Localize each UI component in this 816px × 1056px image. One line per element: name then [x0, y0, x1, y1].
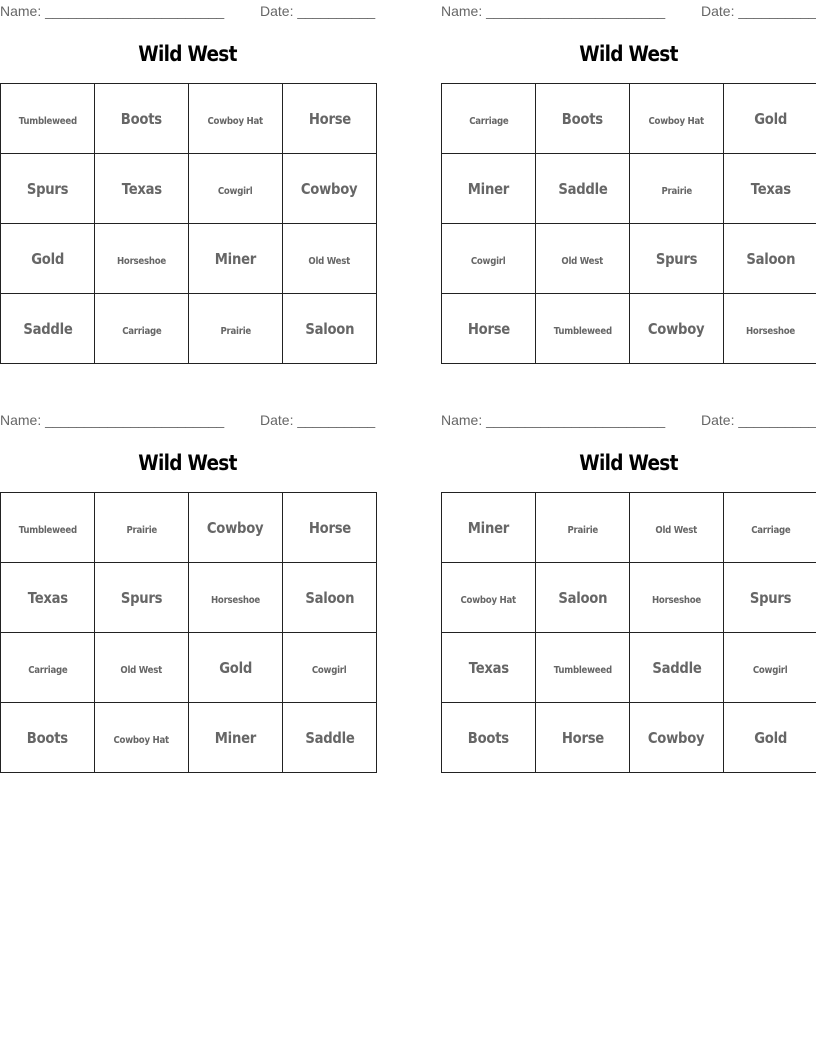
cell-label: Cowgirl [312, 665, 347, 676]
cell-label: Old West [308, 256, 351, 267]
cell-label: Cowgirl [753, 665, 788, 676]
bingo-cell[interactable] [724, 493, 816, 563]
cell-label: Cowboy Hat [460, 595, 517, 606]
cell-label: Old West [655, 525, 698, 536]
cell-label: Saddle [22, 320, 73, 338]
cell-label: Saddle [557, 180, 608, 198]
cell-label: Spurs [120, 589, 163, 607]
cell-label: Horseshoe [117, 256, 166, 267]
cell-label: Boots [561, 110, 604, 128]
cell-label: Saloon [305, 589, 354, 607]
bingo-cell[interactable] [442, 493, 536, 563]
bingo-cell[interactable] [95, 294, 189, 364]
cell-label: Carriage [750, 525, 791, 536]
cell-label: Saddle [304, 729, 355, 747]
name-date-line [441, 2, 816, 20]
cell-label: Tumbleweed [18, 525, 77, 536]
date-field[interactable]: Date: __________ [701, 3, 816, 19]
bingo-card [0, 0, 375, 364]
card-title: Wild West [579, 42, 678, 66]
bingo-grid [441, 492, 816, 773]
grid-row [442, 563, 816, 633]
bingo-cell[interactable] [724, 294, 816, 364]
grid-row [442, 154, 816, 224]
grid-row [442, 703, 816, 773]
grid-row [1, 563, 377, 633]
bingo-cell[interactable] [95, 154, 189, 224]
bingo-cell[interactable] [95, 563, 189, 633]
cell-label: Horseshoe [211, 595, 260, 606]
bingo-cell[interactable] [1, 703, 95, 773]
bingo-cell[interactable] [283, 633, 377, 703]
bingo-cell[interactable] [189, 84, 283, 154]
bingo-cell[interactable] [1, 224, 95, 294]
cell-label: Carriage [27, 665, 68, 676]
name-field[interactable]: Name: _______________________ [441, 412, 666, 428]
grid-row [442, 294, 816, 364]
bingo-cell[interactable] [189, 493, 283, 563]
bingo-cell[interactable] [630, 294, 724, 364]
bingo-cell[interactable] [724, 84, 816, 154]
cell-label: Horseshoe [746, 326, 795, 337]
bingo-cell[interactable] [536, 493, 630, 563]
bingo-cell[interactable] [1, 563, 95, 633]
cell-label: Prairie [567, 525, 598, 536]
bingo-cell[interactable] [724, 224, 816, 294]
cell-label: Horse [308, 519, 351, 537]
cell-label: Texas [121, 180, 162, 198]
bingo-cell[interactable] [189, 633, 283, 703]
bingo-grid [0, 83, 377, 364]
grid-row [1, 84, 377, 154]
cell-label: Spurs [26, 180, 69, 198]
bingo-cell[interactable] [1, 633, 95, 703]
name-date-line [0, 2, 375, 20]
grid-row [1, 493, 377, 563]
cell-label: Old West [561, 256, 604, 267]
bingo-cell[interactable] [630, 224, 724, 294]
bingo-cell[interactable] [442, 84, 536, 154]
name-field[interactable]: Name: _______________________ [0, 412, 225, 428]
cell-label: Gold [754, 110, 787, 128]
cell-label: Gold [754, 729, 787, 747]
cell-label: Texas [750, 180, 791, 198]
cell-label: Texas [27, 589, 68, 607]
cell-label: Miner [214, 250, 257, 268]
bingo-cell[interactable] [630, 563, 724, 633]
cell-label: Prairie [220, 326, 251, 337]
name-date-line [0, 411, 375, 429]
bingo-cell[interactable] [95, 224, 189, 294]
grid-row [442, 84, 816, 154]
cell-label: Saddle [651, 659, 702, 677]
grid-row [1, 633, 377, 703]
bingo-cell[interactable] [724, 563, 816, 633]
cell-label: Cowgirl [218, 186, 253, 197]
bingo-cell[interactable] [283, 84, 377, 154]
cell-label: Cowboy [648, 729, 705, 747]
cell-label: Cowboy [207, 519, 264, 537]
cell-label: Cowgirl [471, 256, 506, 267]
cell-label: Horse [308, 110, 351, 128]
cell-label: Texas [468, 659, 509, 677]
cell-label: Prairie [126, 525, 157, 536]
cell-label: Cowboy [301, 180, 358, 198]
grid-row [1, 703, 377, 773]
cell-label: Spurs [749, 589, 792, 607]
bingo-cell[interactable] [630, 84, 724, 154]
bingo-cell[interactable] [442, 294, 536, 364]
name-field[interactable]: Name: _______________________ [441, 3, 666, 19]
cell-label: Prairie [661, 186, 692, 197]
bingo-cell[interactable] [283, 224, 377, 294]
bingo-cell[interactable] [442, 563, 536, 633]
bingo-cell[interactable] [630, 703, 724, 773]
bingo-cell[interactable] [1, 294, 95, 364]
date-field[interactable]: Date: __________ [701, 412, 816, 428]
bingo-cell[interactable] [1, 154, 95, 224]
bingo-cell[interactable] [283, 493, 377, 563]
grid-row [1, 224, 377, 294]
bingo-card [0, 409, 375, 773]
bingo-cell[interactable] [536, 224, 630, 294]
cell-label: Carriage [121, 326, 162, 337]
cell-label: Saloon [746, 250, 795, 268]
grid-row [1, 294, 377, 364]
bingo-cell[interactable] [536, 703, 630, 773]
cell-label: Cowboy Hat [207, 116, 264, 127]
bingo-grid [441, 83, 816, 364]
bingo-cell[interactable] [95, 703, 189, 773]
bingo-cell[interactable] [442, 154, 536, 224]
cell-label: Tumbleweed [553, 665, 612, 676]
bingo-cell[interactable] [1, 493, 95, 563]
cell-label: Miner [467, 519, 510, 537]
bingo-cell[interactable] [442, 633, 536, 703]
name-date-line [441, 411, 816, 429]
cell-label: Horseshoe [652, 595, 701, 606]
bingo-cell[interactable] [95, 633, 189, 703]
card-title: Wild West [138, 42, 237, 66]
name-field[interactable]: Name: _______________________ [0, 3, 225, 19]
cell-label: Boots [26, 729, 69, 747]
bingo-cell[interactable] [283, 703, 377, 773]
bingo-cell[interactable] [536, 633, 630, 703]
bingo-cell[interactable] [283, 154, 377, 224]
grid-row [1, 154, 377, 224]
bingo-cell[interactable] [630, 493, 724, 563]
bingo-card [441, 0, 816, 364]
bingo-cell[interactable] [95, 84, 189, 154]
bingo-cell[interactable] [536, 294, 630, 364]
cell-label: Cowboy Hat [113, 735, 170, 746]
cell-label: Cowboy Hat [648, 116, 705, 127]
card-title: Wild West [138, 451, 237, 475]
cell-label: Miner [467, 180, 510, 198]
date-field[interactable]: Date: __________ [260, 3, 376, 19]
bingo-cell[interactable] [536, 563, 630, 633]
cell-label: Saloon [305, 320, 354, 338]
bingo-cell[interactable] [189, 294, 283, 364]
cell-label: Gold [219, 659, 252, 677]
grid-row [442, 633, 816, 703]
cell-label: Boots [467, 729, 510, 747]
grid-row [442, 224, 816, 294]
bingo-cell[interactable] [630, 154, 724, 224]
cell-label: Carriage [468, 116, 509, 127]
bingo-card [441, 409, 816, 773]
cell-label: Boots [120, 110, 163, 128]
cell-label: Cowboy [648, 320, 705, 338]
bingo-cell[interactable] [95, 493, 189, 563]
bingo-cell[interactable] [442, 703, 536, 773]
bingo-cell[interactable] [630, 633, 724, 703]
cell-label: Spurs [655, 250, 698, 268]
bingo-cell[interactable] [1, 84, 95, 154]
cell-label: Tumbleweed [553, 326, 612, 337]
bingo-cell[interactable] [724, 703, 816, 773]
cell-label: Old West [120, 665, 163, 676]
cell-label: Horse [467, 320, 510, 338]
cell-label: Horse [561, 729, 604, 747]
bingo-grid [0, 492, 377, 773]
bingo-cell[interactable] [724, 633, 816, 703]
grid-row [442, 493, 816, 563]
cell-label: Tumbleweed [18, 116, 77, 127]
bingo-cell[interactable] [724, 154, 816, 224]
cell-label: Gold [31, 250, 64, 268]
date-field[interactable]: Date: __________ [260, 412, 376, 428]
bingo-cell[interactable] [283, 563, 377, 633]
bingo-cell[interactable] [189, 703, 283, 773]
bingo-cell[interactable] [189, 154, 283, 224]
cell-label: Saloon [558, 589, 607, 607]
cell-label: Miner [214, 729, 257, 747]
bingo-cell[interactable] [283, 294, 377, 364]
bingo-cell[interactable] [536, 154, 630, 224]
bingo-cell[interactable] [442, 224, 536, 294]
card-title: Wild West [579, 451, 678, 475]
bingo-cell[interactable] [189, 224, 283, 294]
bingo-cell[interactable] [189, 563, 283, 633]
bingo-cell[interactable] [536, 84, 630, 154]
